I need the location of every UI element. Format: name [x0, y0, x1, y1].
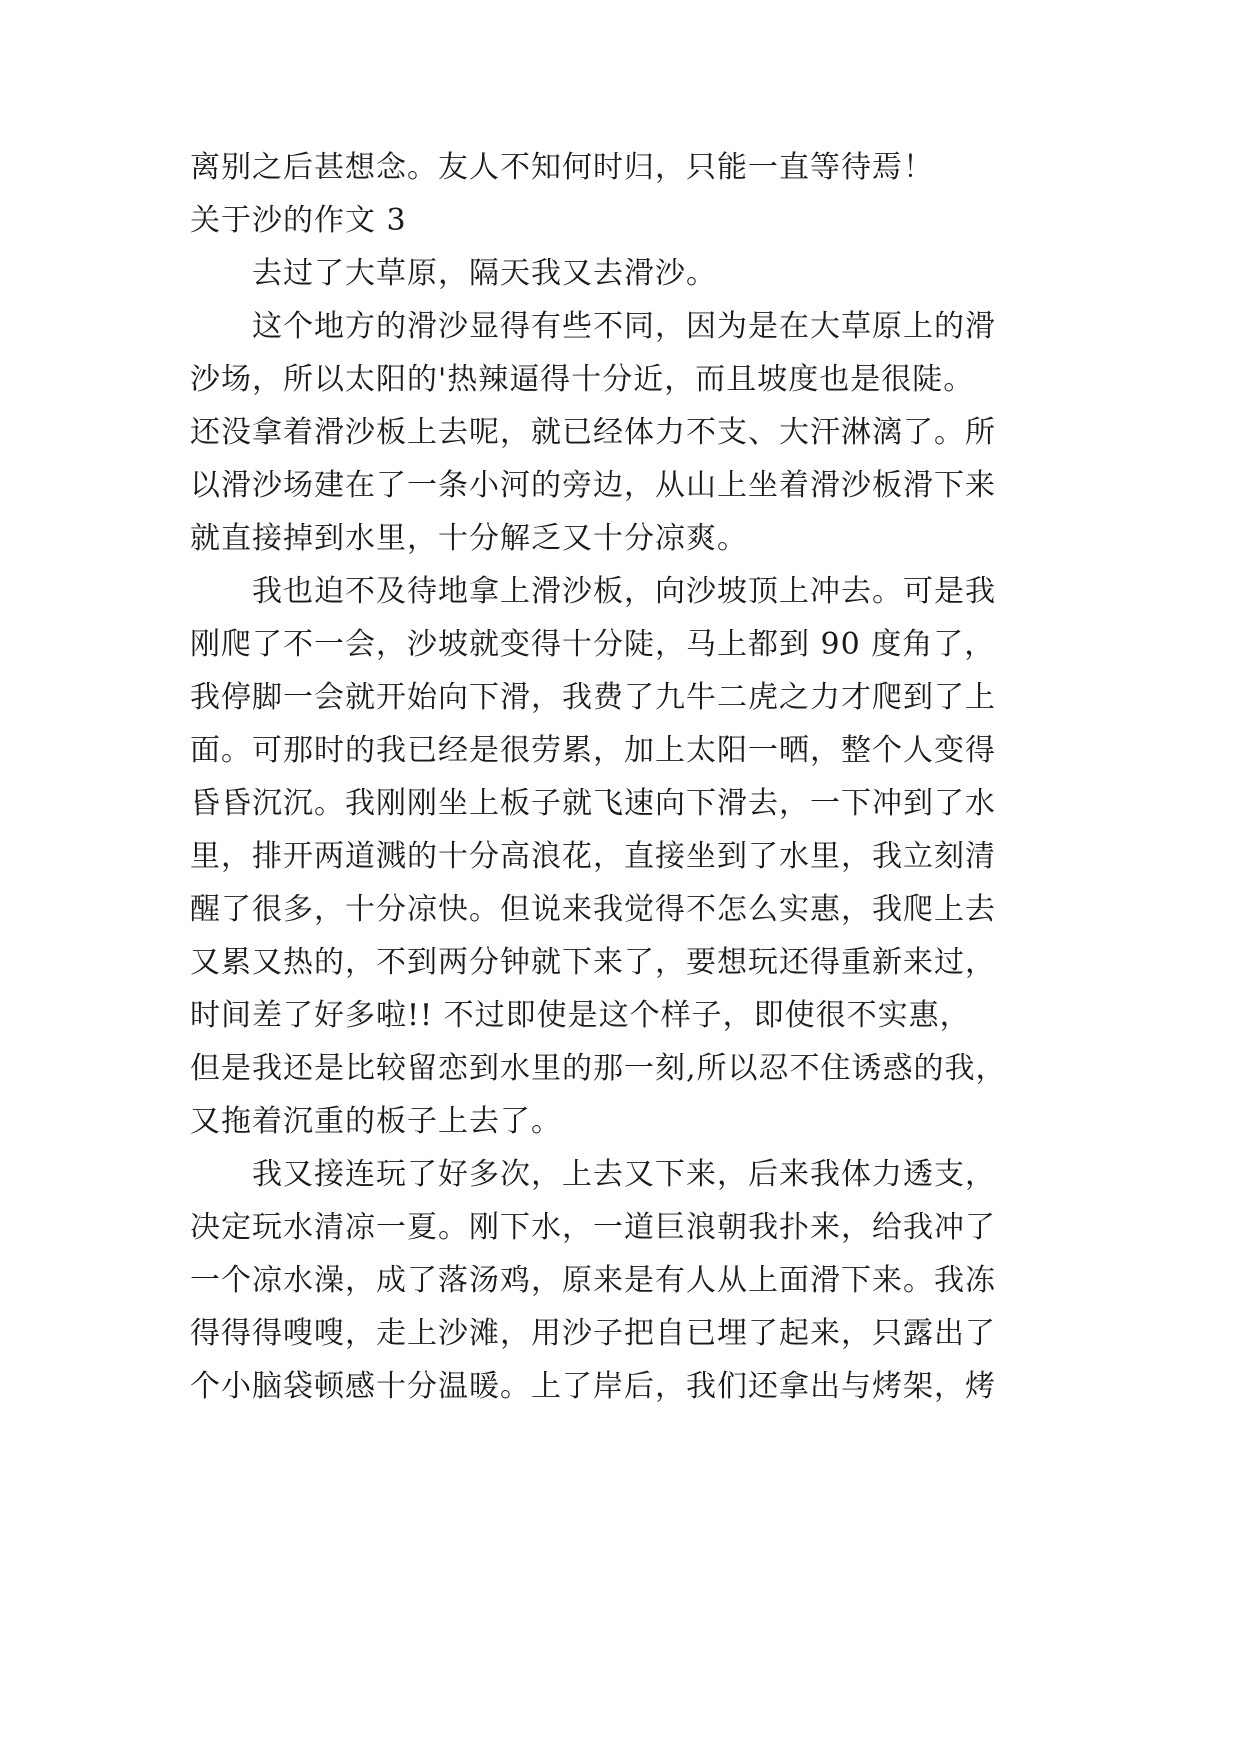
text-line: 又拖着沉重的板子上去了。 [190, 1104, 562, 1139]
text-line: 就直接掉到水里，十分解乏又十分凉爽。 [190, 521, 748, 556]
text-line: 昏昏沉沉。我刚刚坐上板子就飞速向下滑去，一下冲到了水 [190, 786, 996, 821]
text-line: 个小脑袋顿感十分温暖。上了岸后，我们还拿出与烤架，烤 [190, 1369, 996, 1404]
text-line: 醒了很多，十分凉快。但说来我觉得不怎么实惠，我爬上去 [190, 892, 996, 927]
text-line: 得得得嗖嗖，走上沙滩，用沙子把自已埋了起来，只露出了 [190, 1316, 996, 1351]
text-line: 时间差了好多啦!! 不过即使是这个样子，即使很不实惠， [190, 998, 971, 1033]
text-line: 我也迫不及待地拿上滑沙板，向沙坡顶上冲去。可是我 [252, 574, 996, 609]
text-line: 一个凉水澡，成了落汤鸡，原来是有人从上面滑下来。我冻 [190, 1263, 996, 1298]
section-heading: 关于沙的作文 3 [190, 203, 407, 238]
text-line: 决定玩水清凉一夏。刚下水，一道巨浪朝我扑来，给我冲了 [190, 1210, 996, 1245]
text-line: 我又接连玩了好多次，上去又下来，后来我体力透支， [252, 1157, 996, 1192]
text-line: 去过了大草原，隔天我又去滑沙。 [252, 256, 717, 291]
text-line: 但是我还是比较留恋到水里的那一刻,所以忍不住诱惑的我， [190, 1051, 1007, 1086]
text-line: 又累又热的，不到两分钟就下来了，要想玩还得重新来过， [190, 945, 996, 980]
text-line: 以滑沙场建在了一条小河的旁边，从山上坐着滑沙板滑下来 [190, 468, 996, 503]
text-line: 离别之后甚想念。友人不知何时归，只能一直等待焉！ [190, 150, 934, 185]
text-line: 我停脚一会就开始向下滑，我费了九牛二虎之力才爬到了上 [190, 680, 996, 715]
text-line: 里，排开两道溅的十分高浪花，直接坐到了水里，我立刻清 [190, 839, 996, 874]
text-line: 面。可那时的我已经是很劳累，加上太阳一晒，整个人变得 [190, 733, 996, 768]
text-line: 刚爬了不一会，沙坡就变得十分陡，马上都到 90 度角了， [190, 627, 996, 662]
text-line: 这个地方的滑沙显得有些不同，因为是在大草原上的滑 [252, 309, 996, 344]
text-line: 沙场，所以太阳的'热辣逼得十分近，而且坡度也是很陡。 [190, 362, 975, 397]
text-line: 还没拿着滑沙板上去呢，就已经体力不支、大汗淋漓了。所 [190, 415, 996, 450]
